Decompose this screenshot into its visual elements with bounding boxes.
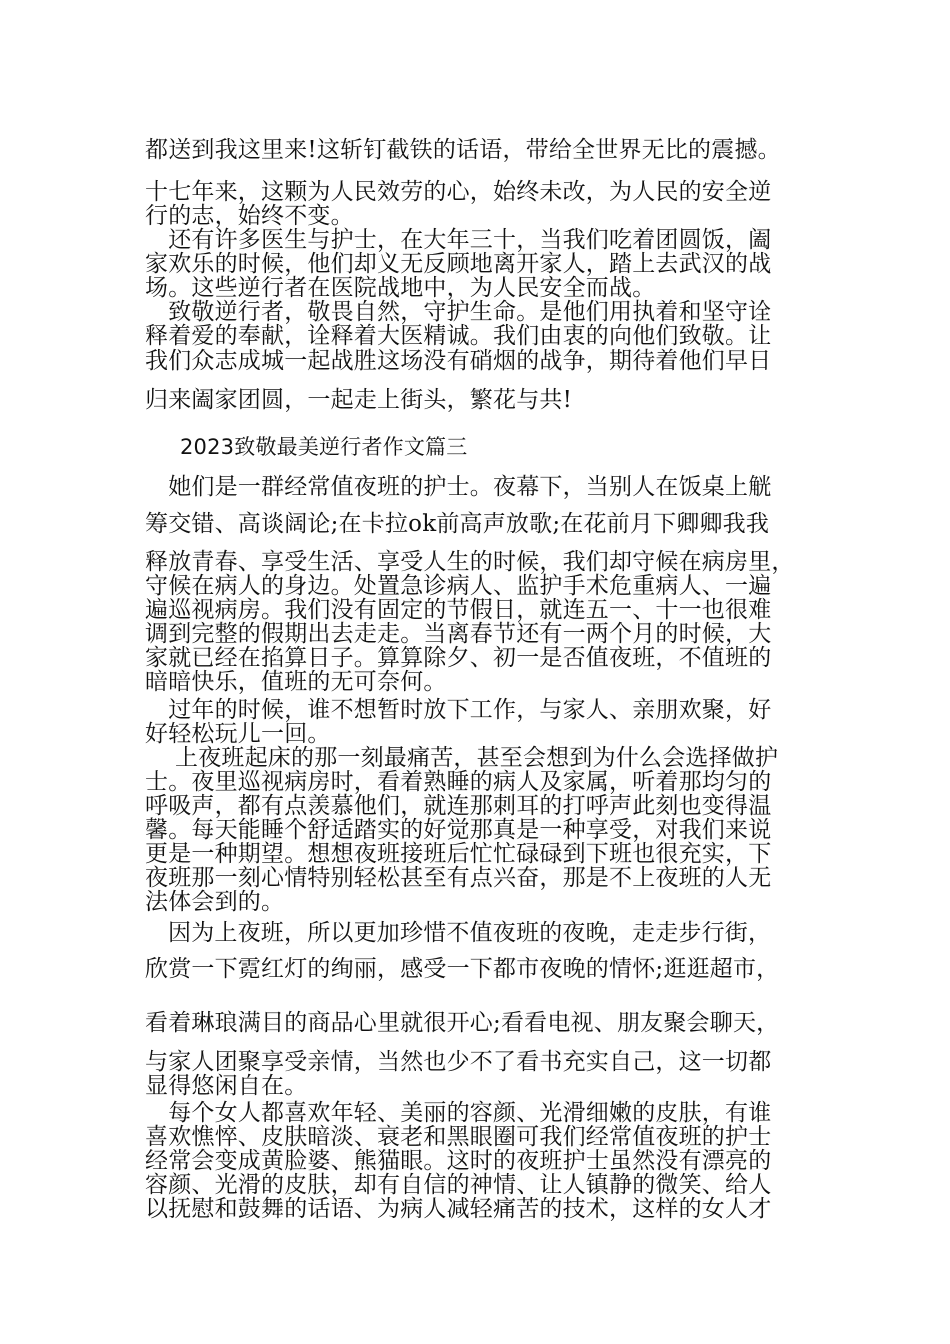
text-line: 士。夜里巡视病房时，看着熟睡的病人及家属，听着那均匀的 [145,769,772,795]
text-line: 筹交错、高谈阔论;在卡拉ok前高声放歌;在花前月下卿卿我我 [145,511,770,537]
text-line: 家欢乐的时候，他们却义无反顾地离开家人，踏上去武汉的战 [145,251,772,277]
text-line: 调到完整的假期出去走走。当离春节还有一两个月的时候，大 [145,621,772,647]
text-line: 夜班那一刻心情特别轻松甚至有点兴奋，那是不上夜班的人无 [145,865,772,891]
text-line: 致敬逆行者，敬畏自然，守护生命。是他们用执着和坚守诠 [145,299,772,325]
text-line: 过年的时候，谁不想暂时放下工作，与家人、亲朋欢聚，好 [145,697,772,723]
text-line: 经常会变成黄脸婆、熊猫眼。这时的夜班护士虽然没有漂亮的 [145,1148,772,1174]
text-line: 每个女人都喜欢年轻、美丽的容颜、光滑细嫩的皮肤，有谁 [145,1100,772,1126]
text-line: 遍巡视病房。我们没有固定的节假日，就连五一、十一也很难 [145,597,772,623]
text-line: 以抚慰和鼓舞的话语、为病人减轻痛苦的技术，这样的女人才 [145,1196,772,1222]
text-line: 她们是一群经常值夜班的护士。夜幕下，当别人在饭桌上觥 [145,474,772,500]
text-line: 容颜、光滑的皮肤，却有自信的神情、让人镇静的微笑、给人 [145,1172,772,1198]
text-line: 十七年来，这颗为人民效劳的心，始终未改，为人民的安全逆 [145,179,772,205]
text-line: 都送到我这里来!这斩钉截铁的话语，带给全世界无比的震撼。 [145,137,781,163]
text-line: 馨。每天能睡个舒适踏实的好觉那真是一种享受，对我们来说 [145,817,772,843]
text-line: 呼吸声，都有点羡慕他们，就连那刺耳的打呼声此刻也变得温 [145,793,772,819]
text-line: 与家人团聚享受亲情，当然也少不了看书充实自己，这一切都 [145,1049,772,1075]
text-line: 归来阖家团圆，一起走上街头，繁花与共! [145,387,573,413]
text-line: 喜欢憔悴、皮肤暗淡、衰老和黑眼圈可我们经常值夜班的护士 [145,1124,772,1150]
text-line: 场。这些逆行者在医院战地中，为人民安全而战。 [145,275,656,301]
text-line: 释着爱的奉献，诠释着大医精诚。我们由衷的向他们致敬。让 [145,323,772,349]
text-line: 暗暗快乐，值班的无可奈何。 [145,669,447,695]
text-line: 行的志，始终不变。 [145,203,354,229]
text-line: 欣赏一下霓红灯的绚丽，感受一下都市夜晚的情怀;逛逛超市， [145,956,780,982]
text-line: 守候在病人的身边。处置急诊病人、监护手术危重病人、一遍 [145,573,772,599]
text-line: 因为上夜班，所以更加珍惜不值夜班的夜晚，走走步行街， [168,920,772,946]
section-heading: 2023致敬最美逆行者作文篇三 [180,435,468,459]
text-line: 我们众志成城一起战胜这场没有硝烟的战争，期待着他们早日 [145,348,772,374]
text-line: 上夜班起床的那一刻最痛苦，甚至会想到为什么会选择做护 [175,745,779,771]
text-line: 显得悠闲自在。 [145,1073,308,1099]
text-line: 法体会到的。 [145,889,285,915]
text-line: 更是一种期望。想想夜班接班后忙忙碌碌到下班也很充实，下 [145,841,772,867]
text-line: 还有许多医生与护士，在大年三十，当我们吃着团圆饭，阖 [145,227,772,253]
text-line: 家就已经在掐算日子。算算除夕、初一是否值夜班，不值班的 [145,645,772,671]
text-line: 好轻松玩儿一回。 [145,721,331,747]
text-line: 释放青春、享受生活、享受人生的时候，我们却守候在病房里， [145,549,795,575]
text-line: 看着琳琅满目的商品心里就很开心;看看电视、朋友聚会聊天， [145,1010,780,1036]
